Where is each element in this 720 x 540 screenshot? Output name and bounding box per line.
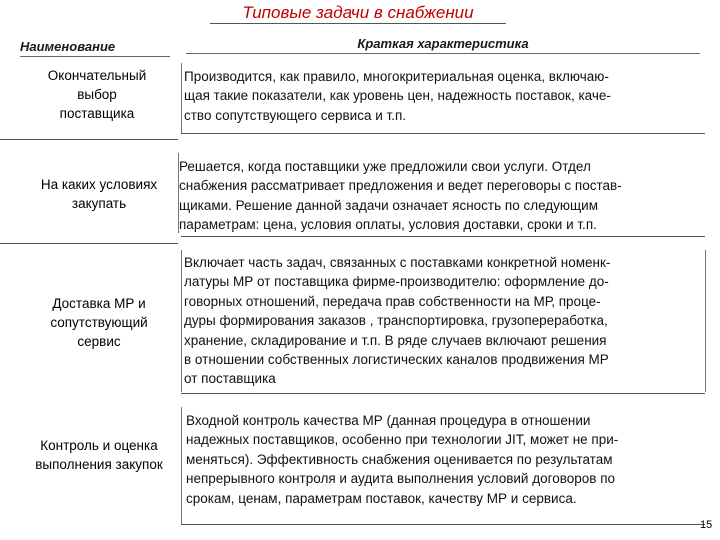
row-3-description: Включает часть задач, связанных с поставками конкретной номенк- латуры МР от поставщика фирме-производителю: оформление до- говорных отношений, передача прав собственности на МР, проце- дуры формирования заказов , транспортировка, грузопереработка, хранение, складирование и т.п. В ряде случаев включают решения в отношении собственных логистических каналов продвижения МР от поставщика	[184, 255, 611, 387]
column-header-description: Краткая характеристика	[186, 36, 700, 54]
row-1-name: Окончательный выбор поставщика	[47, 68, 147, 121]
row-2-divider	[178, 153, 179, 233]
row-3-right-border	[705, 250, 706, 392]
column-header-name: Наименование	[20, 39, 170, 57]
row-separator-2	[0, 243, 178, 244]
row-4-description: Входной контроль качества МР (данная процедура в отношении надежных поставщиков, особенно при технологии JIT, может не при- меняться). Эффективность снабжения оценивается по результатам непрерывного контроля и аудита выполнения условий договоров по срокам, ценам, параметрам поставок, качеству МР и сервиса.	[186, 413, 619, 506]
row-2-description: Решается, когда поставщики уже предложили свои услуги. Отдел снабжения рассматривает предложения и ведет переговоры с постав- щиками. Решение данной задачи означает ясность по следующим параметрам: цена, условия оплаты, условия доставки, сроки и т.п.	[179, 159, 622, 233]
row-1-description: Производится, как правило, многокритериальная оценка, включаю- щая такие показатели, как уровень цен, надежность поставок, каче- ство сопутствующего сервиса и т.п.	[184, 69, 611, 123]
page-number: 15	[700, 519, 713, 531]
row-separator-4	[181, 524, 705, 525]
row-separator-1b	[181, 133, 705, 134]
row-4-divider	[181, 407, 182, 525]
row-separator-2b	[181, 236, 705, 237]
row-1-divider	[181, 63, 182, 133]
row-2-name: На каких условиях закупать	[40, 177, 158, 211]
row-separator-1	[0, 139, 178, 140]
row-4-name: Контроль и оценка выполнения закупок	[35, 438, 163, 472]
row-separator-3	[181, 393, 705, 394]
row-3-divider	[181, 250, 182, 392]
row-3-name: Доставка МР и сопутствующий сервис	[50, 296, 148, 349]
slide-title: Типовые задачи в снабжении	[210, 3, 506, 24]
